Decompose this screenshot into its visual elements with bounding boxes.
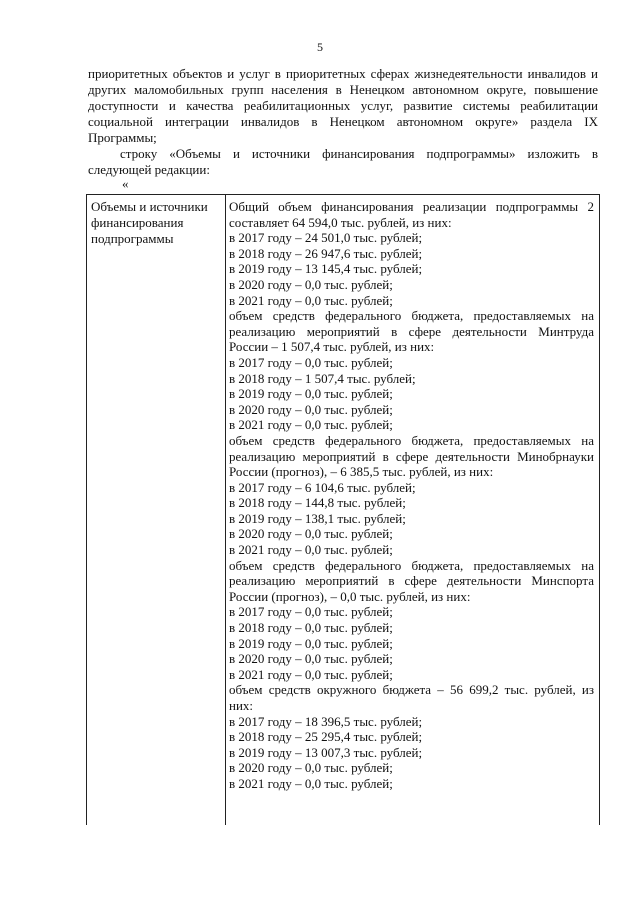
total-financing: Общий объем финансирования реализации подпрограммы 2 составляет 64 594,0 тыс. рублей, из них: — [229, 199, 594, 230]
year-line: в 2020 году – 0,0 тыс. рублей; — [229, 651, 393, 667]
year-line: в 2021 году – 0,0 тыс. рублей; — [229, 292, 393, 308]
year-line: в 2019 году – 13 007,3 тыс. рублей; — [229, 744, 423, 760]
year-line: в 2020 году – 0,0 тыс. рублей; — [229, 276, 393, 292]
year-line: в 2020 году – 0,0 тыс. рублей; — [229, 760, 393, 776]
year-line: в 2017 году – 6 104,6 тыс. рублей; — [229, 479, 416, 495]
row-label: Объемы и источники финансирования подпрограммы — [91, 199, 208, 246]
year-line: в 2018 году – 0,0 тыс. рублей; — [229, 620, 393, 636]
minsport-financing: объем средств федерального бюджета, предоставляемых на реализацию мероприятий в сфере деятельности Минспорта России (прогноз), – 0,0 тыс. рублей, из них: — [229, 557, 594, 604]
page-number: 5 — [317, 40, 323, 54]
column-divider — [225, 195, 226, 825]
intro-paragraph-1: приоритетных объектов и услуг в приоритетных сферах жизнедеятельности инвалидов и других маломобильных групп населения в Ненецком автономном округе, повышение доступности и качества реабилитационных услуг, развитие системы реабилитации социальной интеграции инвалидов в Ненецком автономном округе» раздела IX Программы; — [88, 66, 598, 145]
mintrud-financing: объем средств федерального бюджета, предоставляемых на реализацию мероприятий в сфере деятельности Минтруда России – 1 507,4 тыс. рублей, из них: — [229, 308, 594, 355]
year-line: в 2017 году – 0,0 тыс. рублей; — [229, 604, 393, 620]
year-line: в 2018 году – 25 295,4 тыс. рублей; — [229, 729, 423, 745]
year-line: в 2018 году – 26 947,6 тыс. рублей; — [229, 245, 423, 261]
year-line: в 2019 году – 0,0 тыс. рублей; — [229, 635, 393, 651]
financing-table — [86, 194, 600, 825]
year-line: в 2017 году – 0,0 тыс. рублей; — [229, 354, 393, 370]
year-line: в 2019 году – 0,0 тыс. рублей; — [229, 386, 393, 402]
year-line: в 2019 году – 13 145,4 тыс. рублей; — [229, 261, 423, 277]
okrug-financing: объем средств окружного бюджета – 56 699,2 тыс. рублей, из них: — [229, 682, 594, 713]
year-line: в 2021 году – 0,0 тыс. рублей; — [229, 542, 393, 558]
intro-text — [88, 66, 598, 178]
opening-quote: « — [122, 176, 129, 191]
year-line: в 2021 году – 0,0 тыс. рублей; — [229, 775, 393, 791]
year-line: в 2020 году – 0,0 тыс. рублей; — [229, 401, 393, 417]
year-line: в 2019 году – 138,1 тыс. рублей; — [229, 510, 406, 526]
year-line: в 2018 году – 144,8 тыс. рублей; — [229, 495, 406, 511]
year-line: в 2020 году – 0,0 тыс. рублей; — [229, 526, 393, 542]
year-line: в 2017 году – 24 501,0 тыс. рублей; — [229, 230, 423, 246]
intro-paragraph-2: строку «Объемы и источники финансирования подпрограммы» изложить в следующей редакции: — [88, 146, 598, 177]
year-line: в 2018 году – 1 507,4 тыс. рублей; — [229, 370, 416, 386]
year-line: в 2021 году – 0,0 тыс. рублей; — [229, 417, 393, 433]
year-line: в 2017 году – 18 396,5 тыс. рублей; — [229, 713, 423, 729]
year-line: в 2021 году – 0,0 тыс. рублей; — [229, 666, 393, 682]
financing-details — [229, 199, 594, 792]
minobr-financing: объем средств федерального бюджета, предоставляемых на реализацию мероприятий в сфере деятельности Минобрнауки России (прогноз), – 6 385,5 тыс. рублей, из них: — [229, 432, 594, 480]
